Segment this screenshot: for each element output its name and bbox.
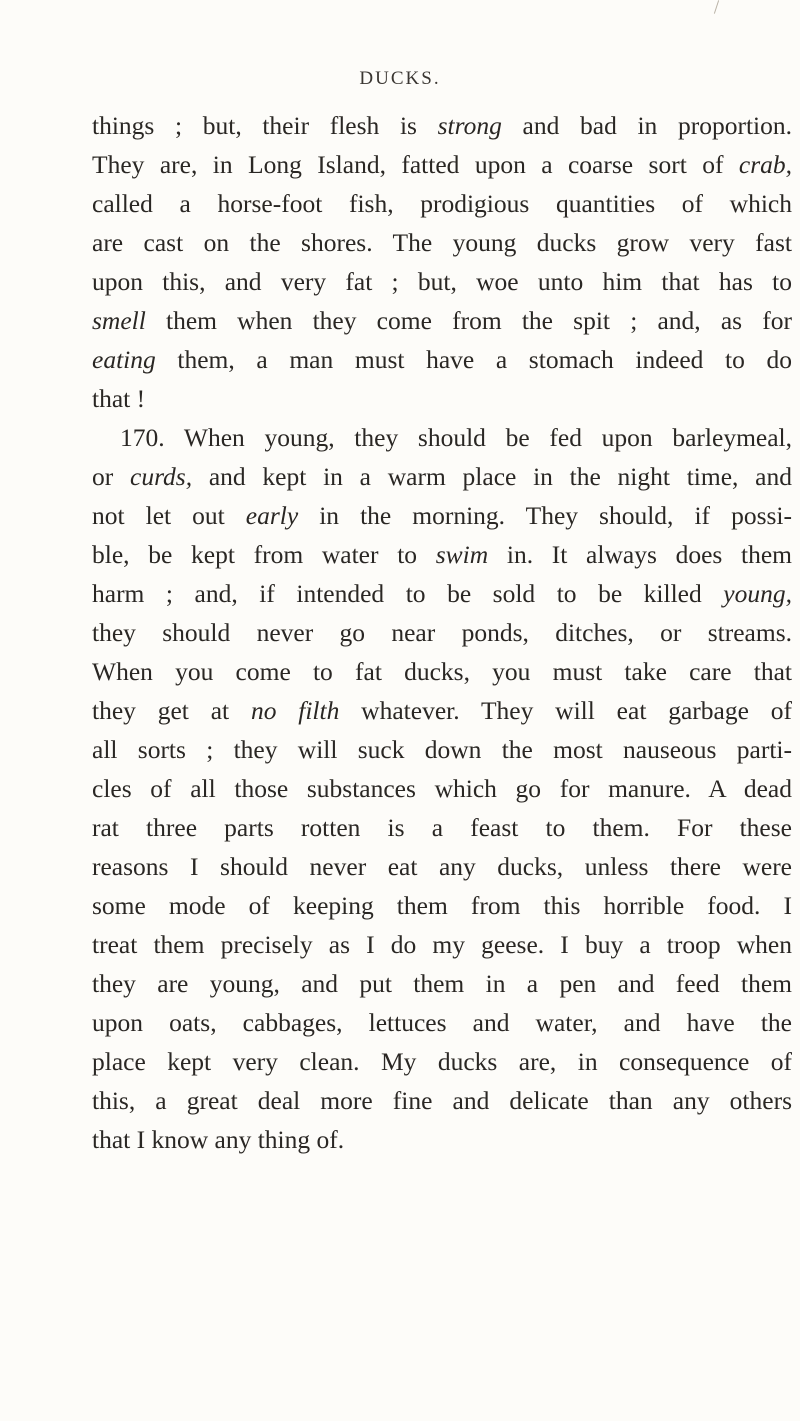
text-span: cles of all those substances which go for manure. A dead — [92, 774, 792, 803]
italic-text: young, — [723, 579, 792, 608]
text-line — [92, 223, 792, 262]
text-span: and bad in proportion. — [501, 111, 792, 140]
running-head: DUCKS. — [359, 68, 441, 89]
text-span: some mode of keeping them from this horrible food. I — [92, 891, 792, 920]
text-line — [92, 184, 792, 223]
text-line — [92, 808, 792, 847]
text-span: in the morning. They should, if possi- — [298, 501, 792, 530]
italic-text: smell — [92, 306, 146, 335]
text-span: and kept in a warm place in the night time, and — [192, 462, 792, 491]
text-span: called a horse-foot fish, prodigious quantities of which — [92, 189, 792, 218]
text-span: they should never go near ponds, ditches, or streams. — [92, 618, 792, 647]
text-line — [92, 730, 792, 769]
text-span: they get at — [92, 696, 251, 725]
text-line — [92, 262, 792, 301]
text-span: not let out — [92, 501, 246, 530]
text-line — [92, 379, 792, 418]
text-line — [92, 886, 792, 925]
text-line — [92, 106, 792, 145]
text-span: that ! — [92, 384, 146, 413]
text-span: When you come to fat ducks, you must take care that — [92, 657, 792, 686]
text-span: them when they come from the spit ; and, as for — [145, 306, 792, 335]
text-line — [92, 925, 792, 964]
text-line — [92, 340, 792, 379]
text-line — [92, 613, 792, 652]
text-span: harm ; and, if intended to be sold to be killed — [92, 579, 724, 608]
text-span: this, a great deal more fine and delicate than any others — [92, 1086, 792, 1115]
text-span: or — [92, 462, 130, 491]
text-line — [92, 691, 792, 730]
text-line — [92, 1120, 792, 1159]
text-line — [92, 457, 792, 496]
text-line — [92, 769, 792, 808]
text-line — [92, 1042, 792, 1081]
text-span: they are young, and put them in a pen and feed them — [92, 969, 792, 998]
text-line — [92, 847, 792, 886]
text-span: upon oats, cabbages, lettuces and water, and have the — [92, 1008, 792, 1037]
text-line — [92, 301, 792, 340]
italic-text: no filth — [250, 696, 340, 725]
paper-mark — [714, 0, 719, 14]
text-line — [92, 418, 792, 457]
text-span: are cast on the shores. The young ducks grow very fast — [92, 228, 792, 257]
text-line — [92, 1003, 792, 1042]
italic-text: early — [245, 501, 299, 530]
text-span: in. It always does them — [488, 540, 792, 569]
text-span: treat them precisely as I do my geese. I buy a troop when — [92, 930, 792, 959]
text-span: all sorts ; they will suck down the most nauseous parti- — [92, 735, 792, 764]
text-span: place kept very clean. My ducks are, in consequence of — [92, 1047, 792, 1076]
text-line — [92, 145, 792, 184]
text-line — [92, 496, 792, 535]
text-span: things ; but, their flesh is — [92, 111, 438, 140]
text-line — [92, 1081, 792, 1120]
text-span: rat three parts rotten is a feast to them. For these — [92, 813, 792, 842]
text-span: whatever. They will eat garbage of — [339, 696, 792, 725]
text-line — [92, 964, 792, 1003]
italic-text: swim — [435, 540, 489, 569]
text-span: them, a man must have a stomach indeed to do — [155, 345, 792, 374]
text-line — [92, 535, 792, 574]
text-span: reasons I should never eat any ducks, unless there were — [92, 852, 792, 881]
text-span: ble, be kept from water to — [92, 540, 436, 569]
italic-text: curds, — [130, 462, 193, 491]
text-span: 170. When young, they should be fed upon barleymeal, — [120, 423, 792, 452]
text-line — [92, 574, 792, 613]
text-span: They are, in Long Island, fatted upon a coarse sort of — [92, 150, 739, 179]
italic-text: crab, — [738, 150, 792, 179]
text-line — [92, 652, 792, 691]
italic-text: eating — [92, 345, 156, 374]
body-text — [92, 106, 792, 1159]
text-span: that I know any thing of. — [92, 1125, 345, 1154]
italic-text: strong — [437, 111, 502, 140]
text-span: upon this, and very fat ; but, woe unto him that has to — [92, 267, 792, 296]
